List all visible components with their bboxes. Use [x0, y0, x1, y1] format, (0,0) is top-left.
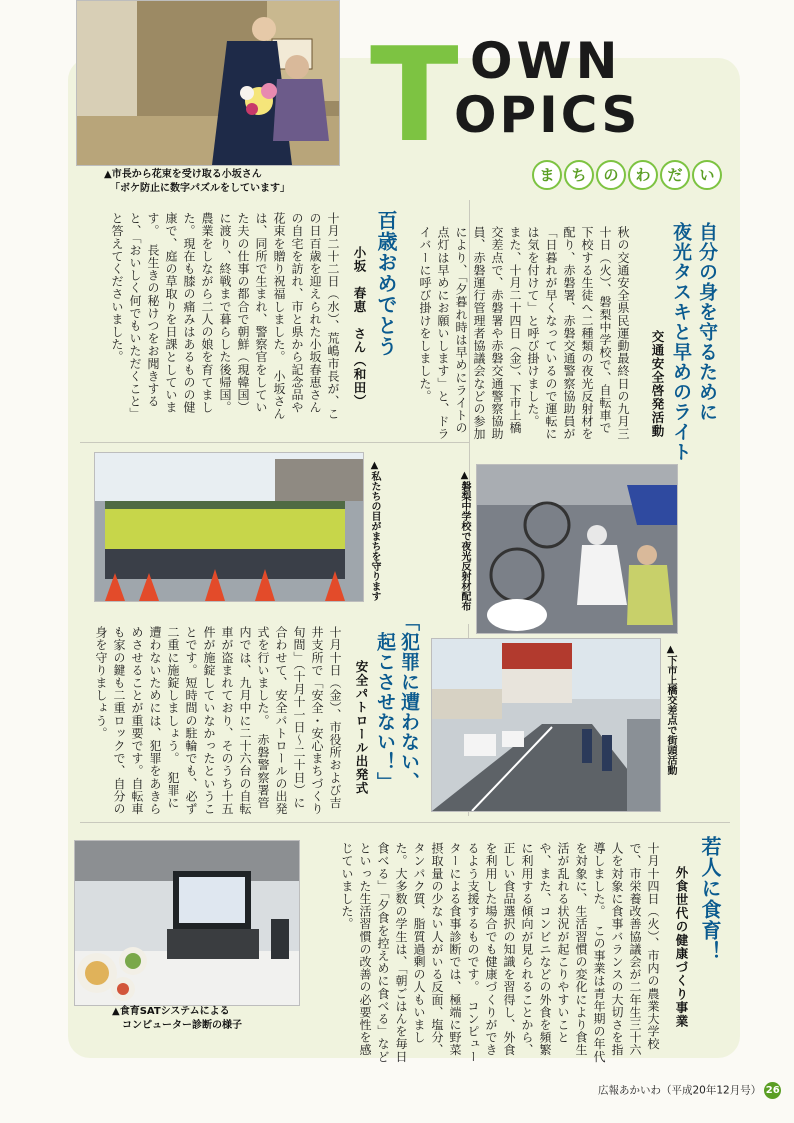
footer: [598, 1082, 781, 1099]
centenarian-illustration: [77, 1, 339, 165]
photo-caption: ▲磐梨中学校で夜光反射材配布: [459, 470, 470, 611]
subheadline: 安全パトロール出発式: [354, 660, 369, 795]
photo-caption: ▲食育SATシステムによる: [112, 1006, 230, 1017]
subtitle-char: の: [596, 160, 626, 190]
title-letter-t: T: [370, 19, 459, 171]
photo-caption: 「ボケ防止に数字パズルをしています」: [110, 183, 290, 194]
subheadline: 外食世代の健康づくり事業: [674, 866, 689, 1028]
title-line-2: OPICS: [454, 86, 641, 144]
photo-caption: ▲私たちの目がまちを守ります: [369, 460, 380, 601]
subheadline: 小坂 春恵 さん（和田）: [352, 246, 367, 408]
reflector-illustration: [477, 465, 677, 633]
page-number: 26: [764, 1082, 781, 1099]
article-body: 十月十日（金）、市役所および吉井支所で「安全・安心まちづくり旬間」（十月十一日～二十日）に合わせて、安全パトロールの出発式を行いました。 赤磐警察署管内では、九月中に二十六台の自転車が盗まれており、そのうち十五件が施錠していなかったということです。短時間の駐輪でも、必ず二重に施錠しましょう。 犯罪に遭わないためには、犯罪をあきらめさせることが重要です。自転車も家の鍵も二重ロックで、自分の身を守りましょう。: [94, 626, 342, 815]
photo-caption: コンピューター診断の様子: [122, 1020, 242, 1031]
subheadline: 交通安全啓発活動: [650, 330, 665, 438]
headline: 百歳おめでとう: [374, 210, 398, 357]
photo-patrol-ceremony: [94, 452, 364, 602]
subtitle-char: ま: [532, 160, 562, 190]
headline: 起こさせない！」: [374, 632, 396, 792]
headline: 若人に食育！: [698, 836, 722, 962]
photo-caption: ▲市長から花束を受け取る小坂さん: [104, 169, 262, 180]
subtitle-char: ち: [564, 160, 594, 190]
title-line-1: OWN: [470, 32, 622, 90]
photo-centenarian: [76, 0, 340, 166]
subtitle-char: だ: [660, 160, 690, 190]
article-body: 秋の交通安全県民運動最終日の九月三十日（火）、磐梨中学校で、自転車で下校する生徒へ二種類の夜光反射材を配り、赤磐署、赤磐交通警察協助員が「日暮れが早くなっているので運転には気を付けて」と呼び掛けました。 また、十月二十四日（金）、下市上橋交差点で、赤磐署や赤磐交通警察協助員、赤磐運行管理者協議会などの参加により、「夕暮れ時は早めにライトの点灯は早めにお願いします」と、ドライバーに呼び掛けをしました。: [418, 226, 630, 441]
article-body: 十月二十二日（水）、荒嶋市長が、この日百歳を迎えられた小坂春恵さんの自宅を訪れ、市と県から記念品や花束を贈り祝福しました。 小坂さんは、同所で生まれ、警察官をしていた夫の仕事の都合で朝鮮（現韓国）に渡り、終戦まで暮らした後帰国。農業をしながら二人の娘を育てました。現在も膝の痛みはあるものの健康で、庭の草取りを日課としています。 長生きの秘けつをお聞きすると、「おいしく何でもいただくこと」と答えてくださいました。: [110, 212, 340, 421]
photo-street-campaign: [431, 638, 661, 812]
photo-diet-check: [74, 840, 300, 1006]
section-divider: [80, 822, 730, 823]
headline: 自分の身を守るために: [696, 222, 718, 422]
headline: 「犯罪に遭わない、: [398, 612, 420, 792]
diet-check-illustration: [75, 841, 299, 1005]
article-body: 十月十四日（火）、市内の農業大学校で、市栄養改善協議会が二年生三十六人を対象に食事バランスの大切さを指導しました。 この事業は青年期の年代を対象に、生活習慣の変化により食生活が乱れる状況が起こりやすいことや、また、コンビニなどの外食を頻繁に利用する傾向が見られることから、正しい食品選択の知識を習得し、外食を利用した場合でも健康づくりができるよう支援するものです。 コンピューターによる食事診断では、極端に野菜摂取量の少ない人がいる反面、塩分、タンパク質、脂質過剰の人もいました。大多数の学生は、「朝ごはんを毎日食べる」「夕食を控えめに食べる」などといった生活習慣の改善の必要性を感じていました。: [340, 842, 660, 1063]
street-illustration: [432, 639, 660, 811]
photo-caption: ▲下市上橋交差点で街頭活動: [665, 644, 676, 775]
headline: 夜光タスキと早めのライト: [670, 222, 692, 462]
patrol-illustration: [95, 453, 363, 601]
subtitle-char: い: [692, 160, 722, 190]
subtitle-char: わ: [628, 160, 658, 190]
publication-name: 広報あかいわ（平成20年12月号）: [598, 1084, 762, 1097]
photo-reflector-distribution: [476, 464, 678, 634]
